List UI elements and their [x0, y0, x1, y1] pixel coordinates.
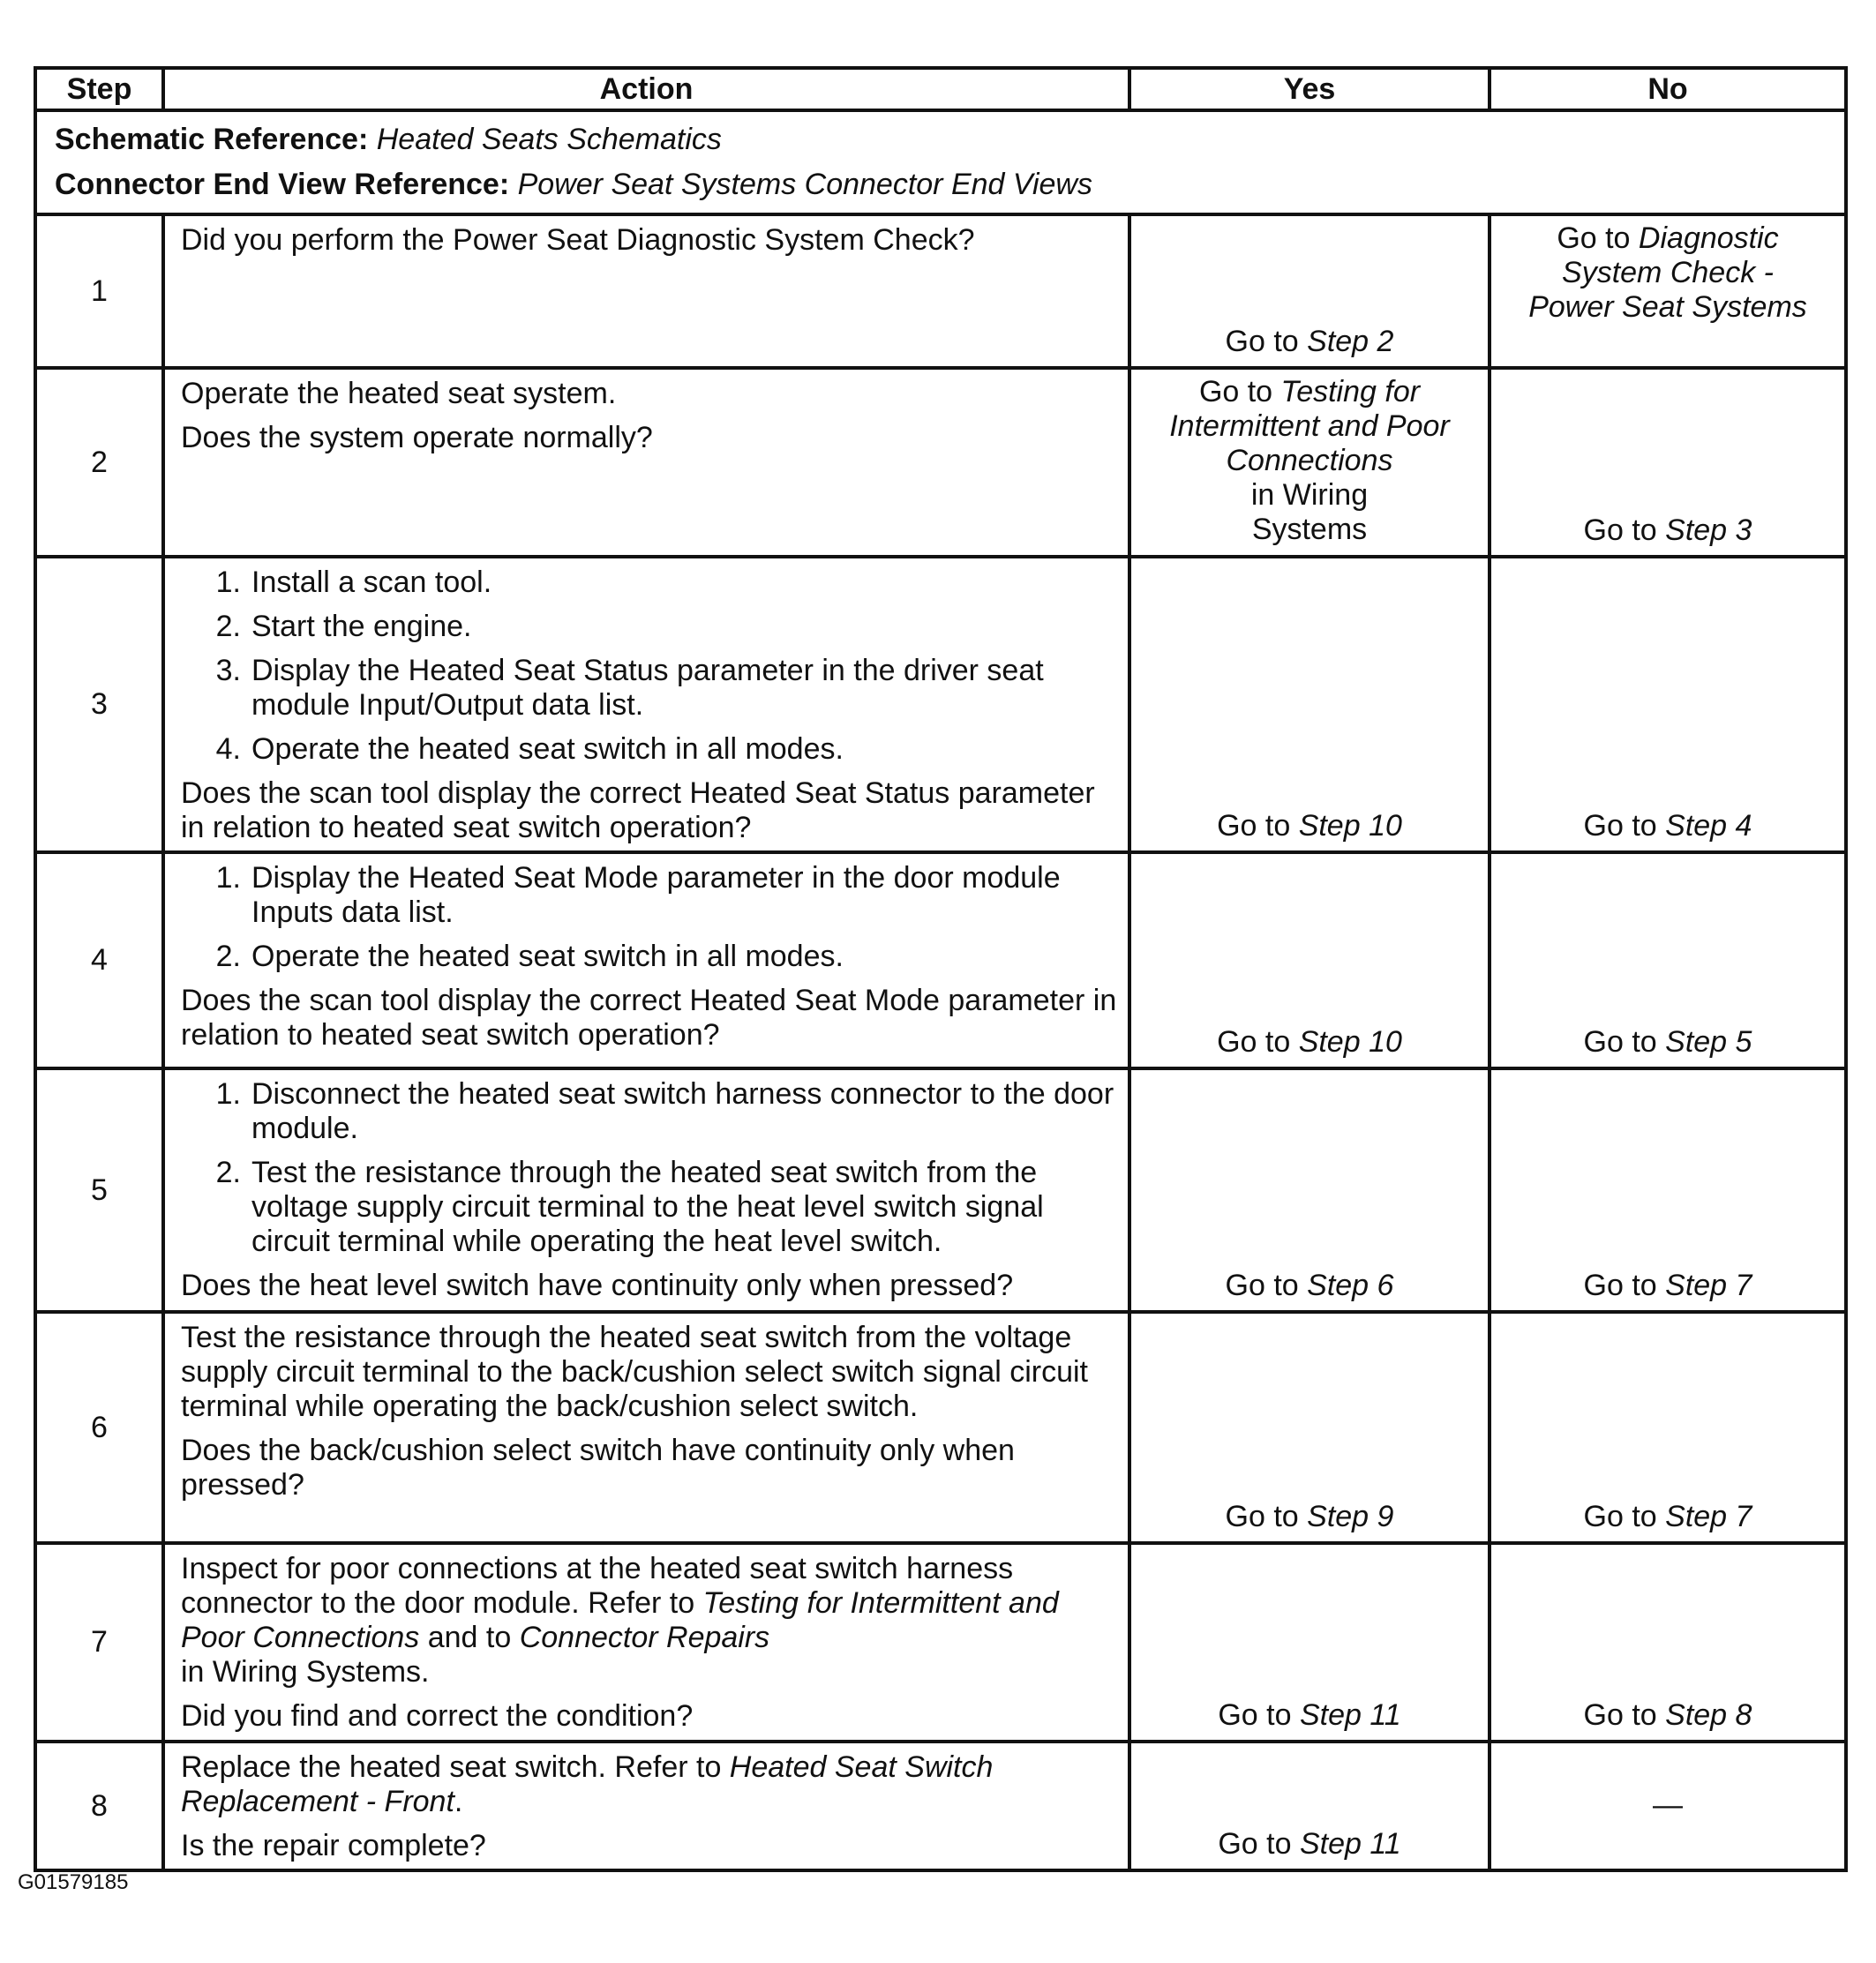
no-cell	[1490, 852, 1846, 1068]
step-number: 6	[35, 1312, 163, 1543]
list-item	[181, 1077, 1117, 1146]
yes-cell	[1129, 557, 1490, 852]
no-step-link[interactable]: Step 8	[1665, 1698, 1752, 1732]
column-header-yes: Yes	[1129, 68, 1490, 110]
yes-prefix: Go to	[1225, 1500, 1308, 1533]
schematic-reference	[55, 117, 1827, 162]
step-number: 8	[35, 1742, 163, 1870]
action-question: Does the scan tool display the correct Heated Seat Mode parameter in relation to heated seat switch operation?	[181, 984, 1117, 1052]
list-item-text: Start the engine.	[251, 610, 472, 643]
list-item-text: Disconnect the heated seat switch harness connector to the door module.	[251, 1077, 1114, 1145]
yes-step-link[interactable]: Step 10	[1298, 1025, 1402, 1059]
list-item	[181, 566, 1117, 600]
action-instruction	[181, 1552, 1117, 1690]
no-step-link[interactable]: Step 7	[1665, 1500, 1752, 1533]
no-cell	[1490, 1312, 1846, 1543]
list-item	[181, 610, 1117, 644]
no-cell	[1490, 1742, 1846, 1870]
table-row	[35, 1742, 1846, 1870]
no-link-line-1	[1500, 221, 1835, 256]
step-number: 1	[35, 214, 163, 368]
yes-step-link[interactable]: Step 11	[1299, 1827, 1401, 1861]
list-item-number: 2.	[215, 1156, 241, 1189]
no-prefix: Go to	[1583, 1698, 1666, 1732]
action-cell	[163, 214, 1129, 368]
yes-prefix: Go to	[1225, 325, 1308, 358]
action-text: and to	[419, 1621, 520, 1654]
action-ref-link[interactable]: Connector Repairs	[519, 1621, 770, 1654]
list-item	[181, 940, 1117, 974]
yes-prefix: Go to	[1218, 1698, 1300, 1732]
action-ref-link[interactable]: Testing for Intermittent and Poor Connections	[181, 1586, 1059, 1654]
action-question: Is the repair complete?	[181, 1829, 486, 1862]
reference-row	[35, 110, 1846, 214]
figure-id: G01579185	[18, 1870, 129, 1894]
column-header-action: Action	[163, 68, 1129, 110]
no-prefix: Go to	[1583, 513, 1666, 547]
step-number: 7	[35, 1543, 163, 1742]
action-text: Replace the heated seat switch. Refer to	[181, 1750, 730, 1784]
yes-link-part-2[interactable]: Intermittent and Poor	[1169, 409, 1450, 443]
yes-cell	[1129, 1543, 1490, 1742]
no-prefix: Go to	[1583, 1025, 1666, 1059]
table-row	[35, 557, 1846, 852]
list-item-number: 2.	[215, 940, 241, 973]
action-question: Does the system operate normally?	[181, 421, 653, 454]
action-cell	[163, 557, 1129, 852]
no-cell	[1490, 557, 1846, 852]
no-prefix: Go to	[1583, 1500, 1666, 1533]
yes-cell	[1129, 1742, 1490, 1870]
yes-link-part-3[interactable]: Connections	[1226, 444, 1393, 477]
yes-suffix-2: Systems	[1251, 513, 1368, 546]
action-question: Does the scan tool display the correct Heated Seat Status parameter in relation to heated seat switch operation?	[181, 776, 1095, 844]
action-question: Does the back/cushion select switch have continuity only when pressed?	[181, 1434, 1015, 1502]
step-number: 5	[35, 1068, 163, 1312]
yes-step-link[interactable]: Step 9	[1307, 1500, 1394, 1533]
no-step-link[interactable]: Step 5	[1665, 1025, 1752, 1059]
yes-cell	[1129, 368, 1490, 557]
action-cell	[163, 1742, 1129, 1870]
action-instruction	[181, 1750, 1117, 1819]
list-item-number: 3.	[215, 654, 241, 687]
list-item-text: Test the resistance through the heated seat switch from the voltage supply circuit terminal to the heat level switch signal circuit terminal while operating the heat level switch.	[251, 1156, 1044, 1258]
column-header-no: No	[1490, 68, 1846, 110]
list-item-number: 1.	[215, 1077, 241, 1111]
no-link-part-3[interactable]: Power Seat Systems	[1528, 290, 1807, 324]
yes-suffix-1: in Wiring	[1250, 478, 1369, 512]
connector-reference-link[interactable]: Power Seat Systems Connector End Views	[517, 168, 1092, 201]
table-row	[35, 1312, 1846, 1543]
list-item	[181, 1156, 1117, 1259]
no-cell	[1490, 1068, 1846, 1312]
list-item-text: Install a scan tool.	[251, 566, 492, 599]
yes-cell	[1129, 1068, 1490, 1312]
action-cell	[163, 1068, 1129, 1312]
action-cell	[163, 368, 1129, 557]
action-instruction: Operate the heated seat system.	[181, 377, 617, 410]
list-item-number: 4.	[215, 732, 241, 766]
action-cell	[163, 1312, 1129, 1543]
no-link-part-2[interactable]: System Check -	[1562, 256, 1774, 289]
action-question: Did you find and correct the condition?	[181, 1699, 694, 1733]
step-number: 3	[35, 557, 163, 852]
diagnostic-table	[34, 66, 1848, 1872]
yes-prefix: Go to	[1218, 1827, 1300, 1861]
no-step-link[interactable]: Step 3	[1665, 513, 1752, 547]
no-dash: —	[1653, 1787, 1683, 1822]
action-cell	[163, 852, 1129, 1068]
action-text: in Wiring Systems.	[181, 1655, 430, 1689]
step-number: 2	[35, 368, 163, 557]
table-header-row	[35, 68, 1846, 110]
connector-reference	[55, 162, 1827, 207]
table-row	[35, 852, 1846, 1068]
column-header-step: Step	[35, 68, 163, 110]
list-item-number: 2.	[215, 610, 241, 643]
connector-reference-label: Connector End View Reference:	[55, 168, 510, 201]
yes-step-link[interactable]: Step 10	[1298, 809, 1402, 843]
yes-cell	[1129, 852, 1490, 1068]
list-item-number: 1.	[215, 566, 241, 599]
table-row	[35, 368, 1846, 557]
yes-step-link[interactable]: Step 11	[1299, 1698, 1401, 1732]
action-instruction: Test the resistance through the heated seat switch from the voltage supply circuit terminal to the back/cushion select switch signal circuit terminal while operating the back/cushion select switch.	[181, 1321, 1088, 1423]
no-prefix: Go to	[1557, 221, 1639, 255]
list-item-text: Operate the heated seat switch in all modes.	[251, 940, 844, 973]
yes-prefix: Go to	[1225, 1269, 1308, 1302]
step-number: 4	[35, 852, 163, 1068]
yes-prefix: Go to	[1198, 375, 1281, 408]
yes-step-link[interactable]: Step 2	[1307, 325, 1394, 358]
no-cell	[1490, 368, 1846, 557]
no-link-part-1[interactable]: Diagnostic	[1638, 221, 1779, 255]
yes-cell	[1129, 1312, 1490, 1543]
action-question: Does the heat level switch have continuity only when pressed?	[181, 1269, 1014, 1302]
list-item	[181, 861, 1117, 930]
yes-link-part-1[interactable]: Testing for	[1280, 375, 1421, 408]
list-item-text: Display the Heated Seat Status parameter in the driver seat module Input/Output data list.	[251, 654, 1044, 722]
yes-step-link[interactable]: Step 6	[1307, 1269, 1394, 1302]
no-step-link[interactable]: Step 4	[1665, 809, 1752, 843]
action-text: Inspect for poor connections at the heated seat switch harness connector to the door module. Refer to	[181, 1552, 1014, 1620]
list-item-number: 1.	[215, 861, 241, 895]
list-item-text: Display the Heated Seat Mode parameter in the door module Inputs data list.	[251, 861, 1061, 929]
yes-cell	[1129, 214, 1490, 368]
table-row	[35, 1543, 1846, 1742]
no-cell	[1490, 214, 1846, 368]
list-item	[181, 654, 1117, 723]
yes-prefix: Go to	[1217, 1025, 1299, 1059]
no-step-link[interactable]: Step 7	[1665, 1269, 1752, 1302]
schematic-reference-link[interactable]: Heated Seats Schematics	[376, 123, 722, 156]
no-prefix: Go to	[1583, 1269, 1666, 1302]
action-ref-link[interactable]: Heated Seat Switch Replacement - Front	[181, 1750, 994, 1818]
action-question: Did you perform the Power Seat Diagnostic System Check?	[181, 223, 975, 257]
no-prefix: Go to	[1583, 809, 1666, 843]
schematic-reference-label: Schematic Reference:	[55, 123, 369, 156]
list-item	[181, 732, 1117, 767]
action-cell	[163, 1543, 1129, 1742]
yes-prefix: Go to	[1217, 809, 1299, 843]
reference-cell	[35, 110, 1846, 214]
list-item-text: Operate the heated seat switch in all modes.	[251, 732, 844, 766]
no-cell	[1490, 1543, 1846, 1742]
action-text: .	[454, 1785, 463, 1818]
table-row	[35, 1068, 1846, 1312]
table-row	[35, 214, 1846, 368]
